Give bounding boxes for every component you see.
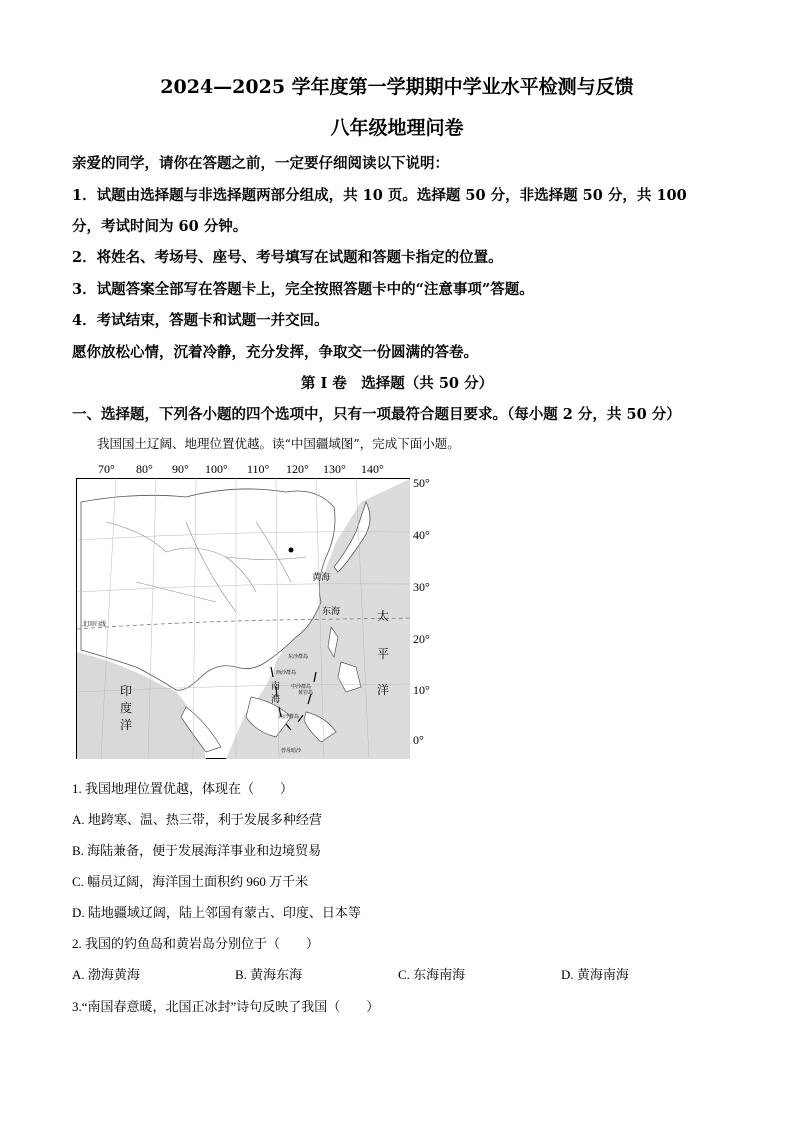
question-intro: 我国国土辽阔、地理位置优越。读“中国疆域图”，完成下面小题。 [97,436,460,451]
china-territory-map [76,462,436,762]
longitude-label: 140° [361,462,384,476]
question-1-option-c: C. 幅员辽阔，海洋国土面积约 960 万千米 [72,874,309,889]
question-3: 3.“南国春意暖，北国正冰封”诗句反映了我国（ ） [72,999,380,1014]
latitude-label: 50° [413,476,430,490]
latitude-label: 30° [413,580,430,594]
question-1-option-b: B. 海陆兼备，便于发展海洋事业和边境贸易 [72,843,322,858]
map-label-pacific-2: 平 [377,647,390,661]
map-label-east-sea: 东海 [322,607,341,617]
latitude-label: 40° [413,528,430,542]
map-label-pacific-3: 洋 [377,683,390,697]
latitude-label: 10° [413,683,430,697]
question-2-option-d: D. 黄海南海 [561,967,629,982]
map-label-yellow-sea: 黄海 [312,573,331,583]
instruction-2: 2．将姓名、考场号、座号、考号填写在试题和答题卡指定的位置。 [72,249,503,266]
exam-subtitle: 八年级地理问卷 [330,117,464,139]
map-label-indian-1: 印 [120,684,133,698]
section-heading: 一、选择题，下列各小题的四个选项中，只有一项最符合题目要求。（每小题 2 分，共 50 分） [72,406,681,423]
longitude-label: 70° [98,462,115,476]
question-1-option-d: D. 陆地疆域辽阔，陆上邻国有蒙古、印度、日本等 [72,905,361,920]
longitude-label: 80° [136,462,153,476]
map-label-tropic: 北回归线 [82,621,107,628]
question-2-option-b: B. 黄海东海 [235,967,303,982]
latitude-label: 0° [413,733,424,747]
map-label-xisha: 西沙群岛 [276,670,297,676]
latitude-label: 20° [413,632,430,646]
map-label-south-2: 海 [271,695,281,705]
question-1-option-a: A. 地跨寒、温、热三带，利于发展多种经营 [72,812,322,827]
map-label-nansha: 南沙群岛 [279,714,300,720]
question-2: 2. 我国的钓鱼岛和黄岩岛分别位于（ ） [72,936,320,951]
instruction-1-line-2: 分，考试时间为 60 分钟。 [72,218,248,235]
map-label-indian-3: 洋 [120,718,133,732]
longitude-label: 110° [247,462,270,476]
map-label-pacific-1: 太 [377,609,390,623]
longitude-label: 100° [205,462,228,476]
question-2-option-c: C. 东海南海 [398,967,466,982]
question-2-option-a: A. 渤海黄海 [72,967,140,982]
part1-heading: 第 I 卷 选择题（共 50 分） [300,375,494,392]
instruction-4: 4．考试结束，答题卡和试题一并交回。 [72,312,329,329]
map-label-zengmu: 曾母暗沙 [281,748,302,754]
longitude-label: 120° [286,462,309,476]
question-1: 1. 我国地理位置优越，体现在（ ） [72,781,294,796]
exam-title: 2024—2025 学年度第一学期期中学业水平检测与反馈 [160,76,634,98]
longitude-label: 130° [323,462,346,476]
map-label-zhongsha: 中沙群岛 [291,684,312,690]
instruction-1-line-1: 1．试题由选择题与非选择题两部分组成，共 10 页。选择题 50 分，非选择题 50 分，共 100 [72,187,687,204]
map-label-huangyan: 黄岩岛 [298,690,314,696]
map-label-south-1: 南 [271,682,281,692]
map-label-indian-2: 度 [120,701,133,715]
longitude-label: 90° [172,462,189,476]
map-label-dongsha: 东沙群岛 [288,654,309,660]
instruction-3: 3．试题答案全部写在答题卡上，完全按照答题卡中的“注意事项”答题。 [72,281,534,298]
instruction-wish: 愿你放松心情，沉着冷静，充分发挥，争取交一份圆满的答卷。 [72,344,478,361]
instructions-greeting: 亲爱的同学，请你在答题之前，一定要仔细阅读以下说明： [72,155,449,172]
